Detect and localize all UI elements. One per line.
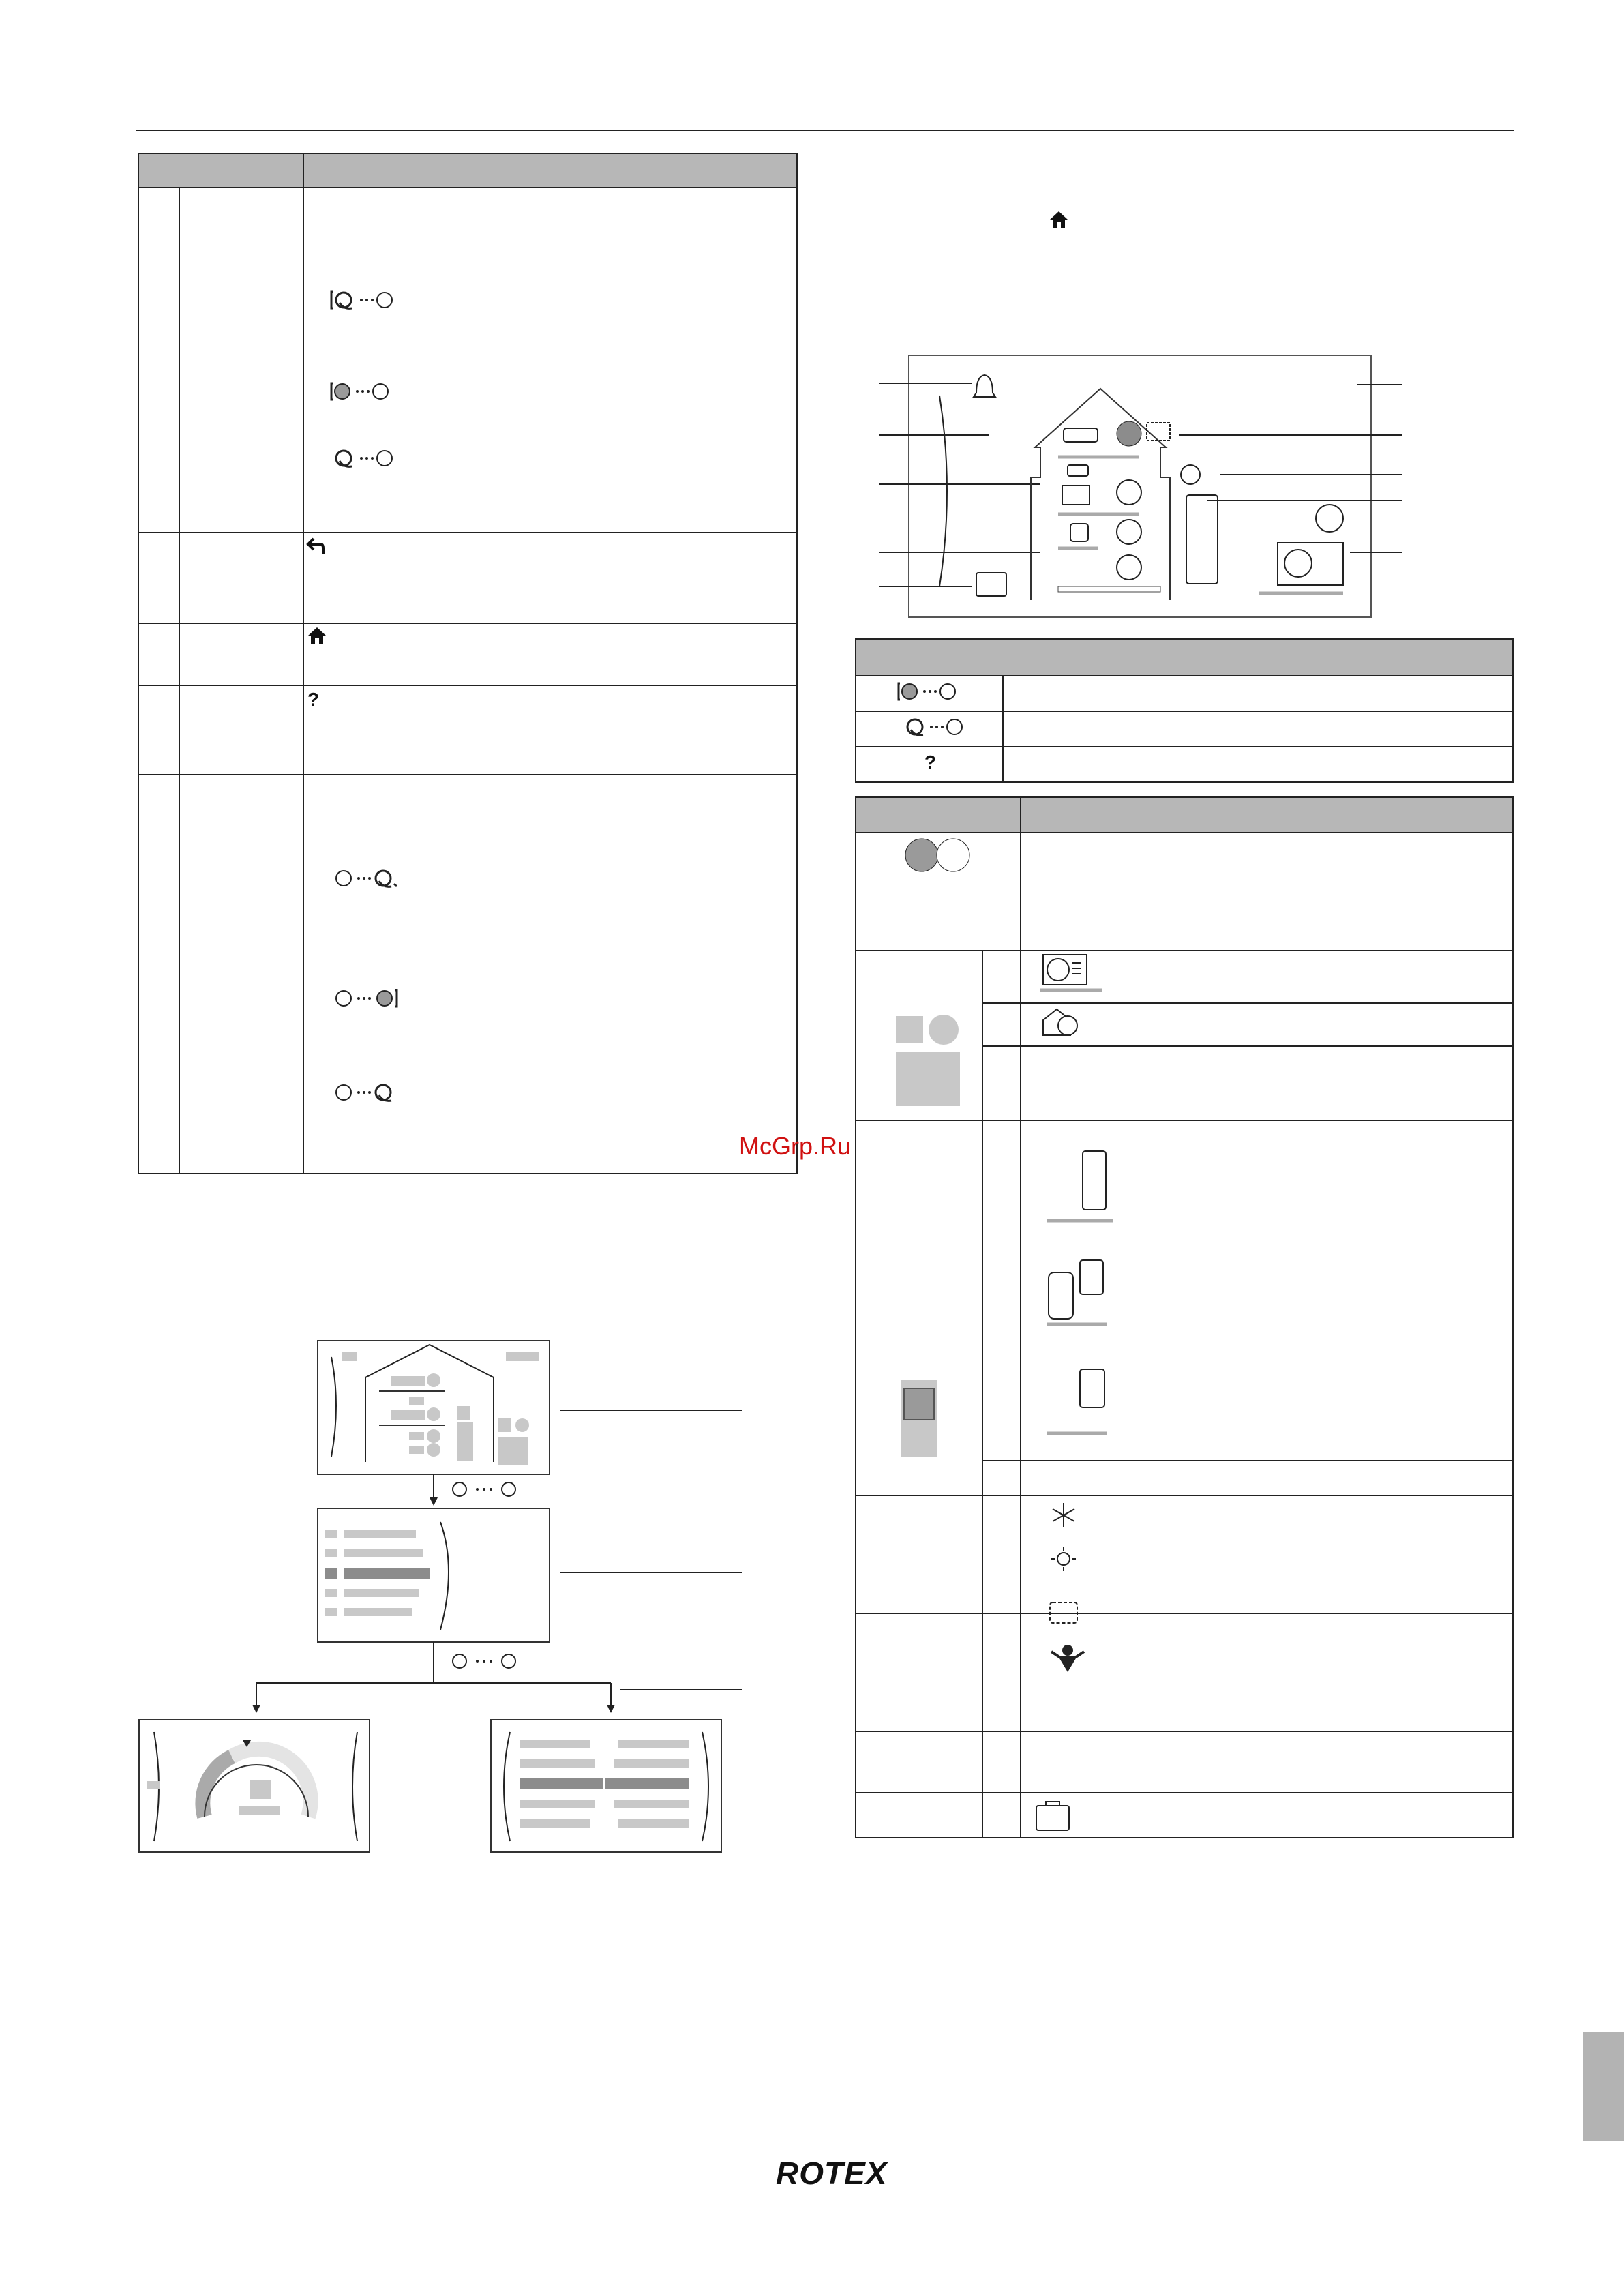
- snowflake-icon: [1050, 1502, 1077, 1529]
- dial-turn-icon: [334, 986, 416, 1013]
- left-col-divider-2: [303, 188, 304, 1174]
- icon-legend-header: [855, 796, 1514, 833]
- icon-legend-row-divider: [982, 1460, 1514, 1461]
- top-rule: [136, 130, 1514, 131]
- icon-legend-row-divider: [855, 1613, 1514, 1614]
- left-row-divider: [138, 623, 798, 624]
- dial-press-icon: [330, 446, 405, 473]
- left-col-divider-1: [179, 188, 180, 1174]
- home-icon: [1049, 210, 1069, 229]
- dial-press-turn-icon: [330, 288, 405, 315]
- brand-logo: ROTEX: [776, 2156, 888, 2191]
- tank-icon: [1047, 1259, 1115, 1331]
- icon-legend-row-divider: [855, 1120, 1514, 1121]
- icon-legend-col-divider: [982, 951, 983, 1838]
- sun-icon: [1050, 1545, 1077, 1572]
- dial-legend-col-divider: [1002, 675, 1004, 783]
- dial-turn-icon: [330, 379, 405, 406]
- icon-legend-row-divider: [982, 1002, 1514, 1004]
- icon-legend-col-divider: [1020, 833, 1021, 1838]
- dial-press-icon: [904, 715, 979, 742]
- tank-icon: [1047, 1150, 1115, 1226]
- icon-legend-body: [855, 832, 1514, 1838]
- left-row-divider: [138, 685, 798, 686]
- tank-icon: [1047, 1368, 1115, 1444]
- left-row-divider: [138, 532, 798, 533]
- suitcase-icon: [976, 573, 1006, 596]
- tank-placeholder: [900, 1379, 941, 1458]
- bell-icon: [974, 375, 995, 397]
- left-table-header: [138, 153, 798, 188]
- dial-legend-row-divider: [855, 711, 1514, 712]
- dial-legend-header: [855, 638, 1514, 676]
- home-icon: [307, 626, 327, 645]
- icon-legend-row-divider: [855, 950, 1514, 951]
- left-table-body: [138, 187, 798, 1174]
- icon-legend-row-divider: [855, 1731, 1514, 1732]
- left-row-divider: [138, 774, 798, 775]
- powerful-mode-icon: [1047, 1642, 1088, 1676]
- chapter-tab: [1583, 2032, 1624, 2141]
- watermark: McGrp.Ru: [739, 1132, 852, 1160]
- dial-legend-row-divider: [855, 746, 1514, 747]
- outdoor-placeholder: [894, 1015, 969, 1110]
- dial-turn-icon: [897, 679, 972, 706]
- house-diagram: [879, 355, 1411, 621]
- back-arrow-icon: [307, 536, 327, 556]
- flow-diagram: [136, 1337, 750, 1855]
- icon-legend-row-divider: [982, 1045, 1514, 1047]
- quiet-mode-icon: [1047, 1600, 1081, 1627]
- left-table-header-divider: [303, 153, 304, 188]
- question-icon: ?: [307, 689, 320, 710]
- icon-legend-row-divider: [855, 1792, 1514, 1793]
- house-fan-icon: [1040, 1005, 1088, 1039]
- question-icon: ?: [924, 751, 937, 773]
- status-circles-icon: [904, 837, 972, 874]
- icon-legend-header-divider: [1020, 796, 1021, 833]
- dial-turn-right-icon: [334, 866, 416, 893]
- outdoor-unit-icon: [1040, 953, 1102, 994]
- dial-press-icon: [334, 1080, 416, 1107]
- icon-legend-row-divider: [855, 1495, 1514, 1496]
- suitcase-icon: [1034, 1799, 1074, 1833]
